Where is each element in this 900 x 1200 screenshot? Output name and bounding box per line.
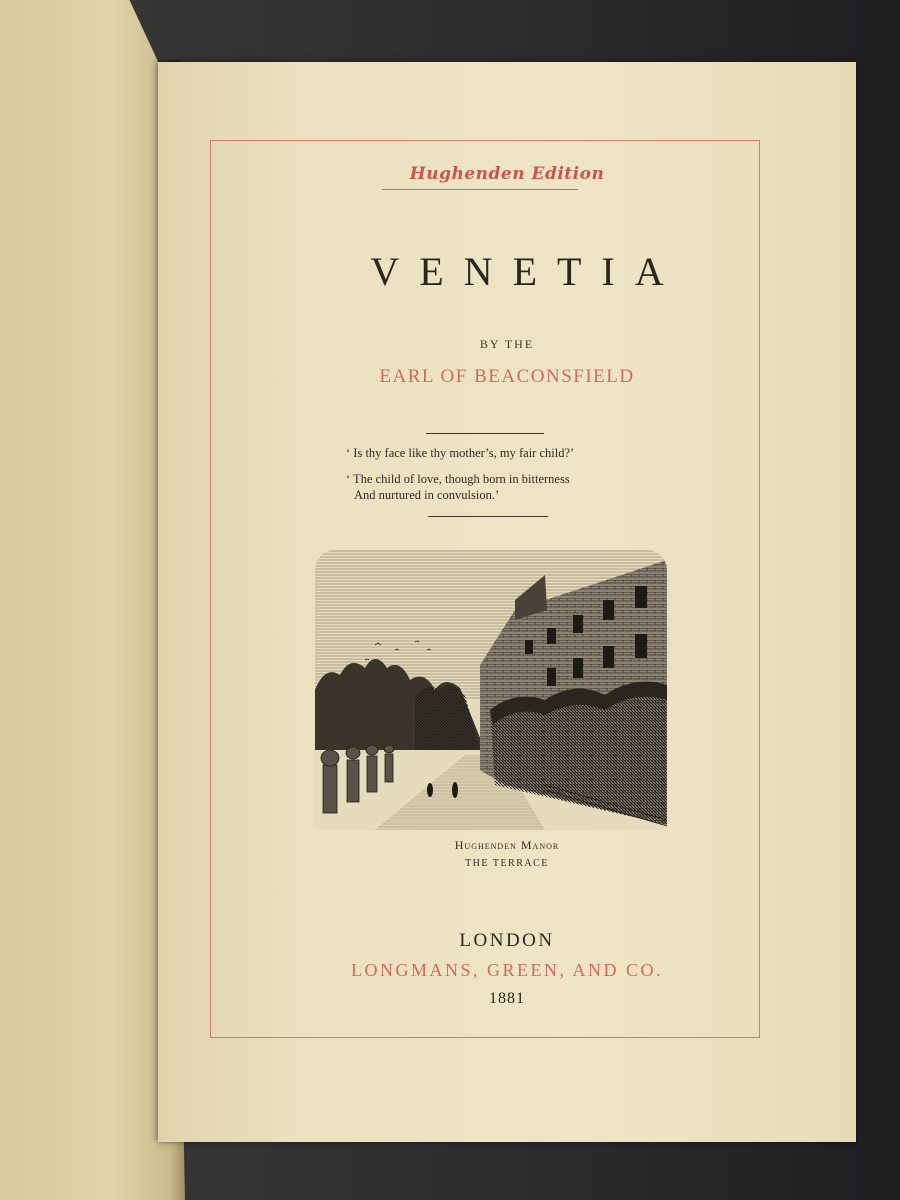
epigraph-line-1: ‘ Is thy face like thy mother’s, my fair child?’: [346, 446, 575, 460]
edition-underline: [382, 189, 578, 190]
engraving-hughenden-manor: [315, 550, 667, 830]
illustration-subcaption: THE TERRACE: [465, 858, 549, 869]
book-title: VENETIA: [370, 249, 684, 294]
epigraph-line-3: And nurtured in convulsion.’: [354, 488, 500, 502]
epigraph-rule-bottom: [428, 516, 548, 517]
epigraph-rule-top: [426, 433, 544, 434]
epigraph-line-2: ‘ The child of love, though born in bitterness: [346, 472, 570, 486]
imprint-publisher: LONGMANS, GREEN, AND CO.: [350, 960, 663, 980]
imprint-year: 1881: [489, 990, 525, 1007]
by-line: BY THE: [479, 337, 535, 351]
edition-label: Hughenden Edition: [409, 164, 605, 184]
title-page: [158, 62, 856, 1142]
illustration-caption: Hughenden Manor: [454, 838, 560, 852]
author-name: EARL OF BEACONSFIELD: [379, 366, 635, 387]
imprint-place: LONDON: [459, 930, 555, 951]
